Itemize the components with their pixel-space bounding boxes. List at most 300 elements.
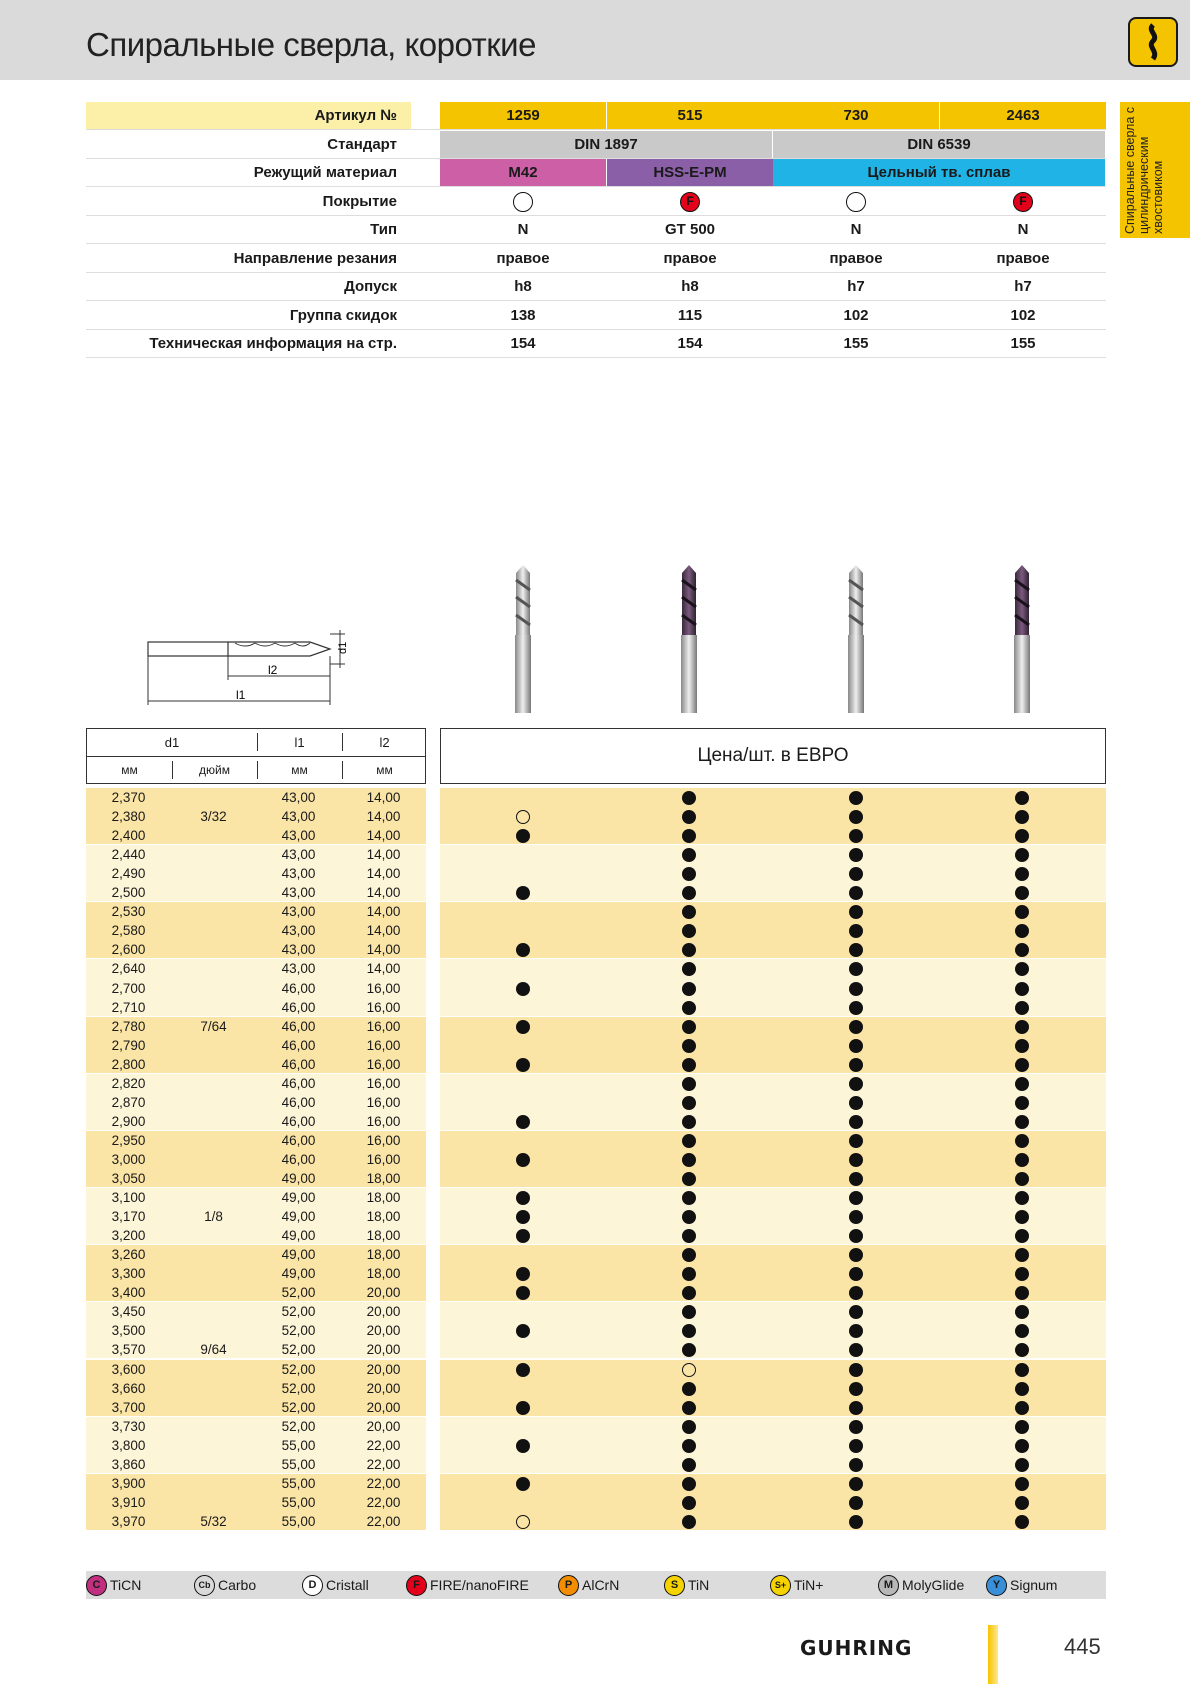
in-stock-dot-icon[interactable]	[682, 1077, 696, 1091]
l2-mm: 14,00	[366, 809, 401, 825]
in-stock-dot-icon[interactable]	[516, 1286, 530, 1300]
in-stock-dot-icon[interactable]	[849, 1115, 863, 1129]
d1-mm: 3,860	[111, 1456, 146, 1472]
header-l2: l2	[379, 735, 390, 750]
l2-mm: 20,00	[366, 1380, 401, 1396]
in-stock-dot-icon[interactable]	[849, 886, 863, 900]
in-stock-dot-icon[interactable]	[682, 1153, 696, 1167]
in-stock-dot-icon[interactable]	[1015, 867, 1029, 881]
d1-mm: 2,600	[111, 942, 146, 958]
coating-ticn-icon: C	[86, 1575, 107, 1596]
table-row	[86, 1017, 1106, 1036]
in-stock-dot-icon[interactable]	[1015, 1096, 1029, 1110]
in-stock-dot-icon[interactable]	[682, 1172, 696, 1186]
table-row	[86, 883, 1106, 902]
d1-inch: 1/8	[204, 1209, 223, 1225]
in-stock-dot-icon[interactable]	[1015, 1058, 1029, 1072]
l1-mm: 43,00	[281, 961, 316, 977]
in-stock-dot-icon[interactable]	[516, 1477, 530, 1491]
in-stock-dot-icon[interactable]	[1015, 943, 1029, 957]
in-stock-dot-icon[interactable]	[849, 1515, 863, 1529]
dimension-header	[86, 728, 426, 784]
in-stock-dot-icon[interactable]	[516, 1153, 530, 1167]
legend-label: MolyGlide	[902, 1577, 965, 1593]
drill-image-2463	[1011, 565, 1033, 715]
drill-logo-icon	[1128, 17, 1178, 67]
in-stock-dot-icon[interactable]	[682, 1477, 696, 1491]
in-stock-dot-icon[interactable]	[1015, 905, 1029, 919]
in-stock-dot-icon[interactable]	[516, 1058, 530, 1072]
d1-mm: 2,580	[111, 923, 146, 939]
d1-mm: 3,570	[111, 1342, 146, 1358]
in-stock-dot-icon[interactable]	[849, 1039, 863, 1053]
l1-mm: 49,00	[281, 1266, 316, 1282]
in-stock-dot-icon[interactable]	[849, 1001, 863, 1015]
l1-mm: 46,00	[281, 980, 316, 996]
in-stock-dot-icon[interactable]	[849, 810, 863, 824]
in-stock-dot-icon[interactable]	[1015, 1420, 1029, 1434]
diagram-label-l2: l2	[268, 663, 278, 677]
in-stock-dot-icon[interactable]	[682, 1039, 696, 1053]
l2-mm: 22,00	[366, 1437, 401, 1453]
on-request-dot-icon[interactable]	[682, 1363, 696, 1377]
table-row	[86, 1093, 1106, 1112]
spec-value: N	[517, 221, 529, 238]
in-stock-dot-icon[interactable]	[682, 1458, 696, 1472]
in-stock-dot-icon[interactable]	[849, 1458, 863, 1472]
table-row	[86, 1360, 1106, 1379]
in-stock-dot-icon[interactable]	[1015, 848, 1029, 862]
l1-mm: 55,00	[281, 1494, 316, 1510]
section-tab-label: Спиральные сверла с цилиндрическим хвостовиком	[1123, 107, 1165, 234]
in-stock-dot-icon[interactable]	[849, 1382, 863, 1396]
d1-inch: 5/32	[200, 1513, 227, 1529]
in-stock-dot-icon[interactable]	[849, 1305, 863, 1319]
in-stock-dot-icon[interactable]	[682, 1286, 696, 1300]
spec-value: 102	[1010, 306, 1036, 324]
d1-mm: 3,660	[111, 1380, 146, 1396]
in-stock-dot-icon[interactable]	[849, 1267, 863, 1281]
spec-label: Допуск	[344, 278, 397, 295]
l1-mm: 52,00	[281, 1361, 316, 1377]
spec-label: Стандарт	[327, 135, 397, 153]
in-stock-dot-icon[interactable]	[1015, 1191, 1029, 1205]
article-number: 1259	[440, 102, 606, 129]
page-number: 445	[1064, 1634, 1101, 1659]
in-stock-dot-icon[interactable]	[1015, 1286, 1029, 1300]
coating-firenanofire-icon: F	[406, 1575, 427, 1596]
spec-value: правое	[829, 249, 883, 267]
in-stock-dot-icon[interactable]	[849, 1286, 863, 1300]
in-stock-dot-icon[interactable]	[1015, 1077, 1029, 1091]
in-stock-dot-icon[interactable]	[1015, 1229, 1029, 1243]
spec-value: 154	[677, 335, 703, 352]
diagram-label-l1: l1	[236, 688, 246, 702]
in-stock-dot-icon[interactable]	[1015, 1001, 1029, 1015]
d1-mm: 2,500	[111, 885, 146, 901]
in-stock-dot-icon[interactable]	[1015, 1458, 1029, 1472]
l2-mm: 22,00	[366, 1456, 401, 1472]
drill-dimension-diagram	[140, 620, 370, 715]
in-stock-dot-icon[interactable]	[682, 1439, 696, 1453]
d1-mm: 2,900	[111, 1113, 146, 1129]
l1-mm: 43,00	[281, 885, 316, 901]
l2-mm: 14,00	[366, 961, 401, 977]
in-stock-dot-icon[interactable]	[682, 1210, 696, 1224]
uncoated-icon	[846, 192, 866, 212]
table-row	[86, 1321, 1106, 1340]
table-row	[86, 1074, 1106, 1093]
in-stock-dot-icon[interactable]	[1015, 1382, 1029, 1396]
in-stock-dot-icon[interactable]	[849, 1020, 863, 1034]
in-stock-dot-icon[interactable]	[1015, 1248, 1029, 1262]
in-stock-dot-icon[interactable]	[682, 1420, 696, 1434]
in-stock-dot-icon[interactable]	[682, 943, 696, 957]
in-stock-dot-icon[interactable]	[682, 867, 696, 881]
in-stock-dot-icon[interactable]	[849, 1496, 863, 1510]
table-row	[86, 1283, 1106, 1302]
table-row	[86, 921, 1106, 940]
in-stock-dot-icon[interactable]	[682, 1001, 696, 1015]
legend-label: Signum	[1010, 1577, 1058, 1593]
d1-mm: 2,820	[111, 1075, 146, 1091]
table-row	[86, 1340, 1106, 1359]
in-stock-dot-icon[interactable]	[516, 1115, 530, 1129]
d1-mm: 2,780	[111, 1018, 146, 1034]
coating-cell	[607, 188, 773, 215]
in-stock-dot-icon[interactable]	[516, 1229, 530, 1243]
l2-mm: 14,00	[366, 828, 401, 844]
coating-signum-icon: Y	[986, 1575, 1007, 1596]
legend-item	[194, 1574, 256, 1596]
l1-mm: 52,00	[281, 1323, 316, 1339]
in-stock-dot-icon[interactable]	[516, 1020, 530, 1034]
in-stock-dot-icon[interactable]	[1015, 1401, 1029, 1415]
uncoated-icon	[513, 192, 533, 212]
spec-label: Техническая информация на стр.	[149, 335, 397, 352]
in-stock-dot-icon[interactable]	[516, 943, 530, 957]
in-stock-dot-icon[interactable]	[682, 1115, 696, 1129]
page-title: Спиральные сверла, короткие	[86, 26, 536, 63]
in-stock-dot-icon[interactable]	[849, 791, 863, 805]
in-stock-dot-icon[interactable]	[682, 1020, 696, 1034]
in-stock-dot-icon[interactable]	[682, 1305, 696, 1319]
in-stock-dot-icon[interactable]	[849, 924, 863, 938]
on-request-dot-icon[interactable]	[516, 810, 530, 824]
d1-mm: 3,600	[111, 1361, 146, 1377]
material-hss: HSS-E-PM	[607, 159, 773, 186]
d1-mm: 2,950	[111, 1132, 146, 1148]
l2-mm: 14,00	[366, 847, 401, 863]
material-m42: M42	[440, 159, 606, 186]
in-stock-dot-icon[interactable]	[849, 1343, 863, 1357]
l1-mm: 43,00	[281, 809, 316, 825]
d1-mm: 3,700	[111, 1399, 146, 1415]
in-stock-dot-icon[interactable]	[849, 1248, 863, 1262]
in-stock-dot-icon[interactable]	[849, 1096, 863, 1110]
spec-row	[86, 302, 1106, 330]
spec-label: Артикул №	[86, 102, 411, 129]
in-stock-dot-icon[interactable]	[682, 1382, 696, 1396]
d1-mm: 3,500	[111, 1323, 146, 1339]
in-stock-dot-icon[interactable]	[516, 1210, 530, 1224]
l2-mm: 16,00	[366, 1075, 401, 1091]
in-stock-dot-icon[interactable]	[849, 1324, 863, 1338]
spec-row	[86, 131, 1106, 159]
in-stock-dot-icon[interactable]	[1015, 1039, 1029, 1053]
d1-mm: 3,730	[111, 1418, 146, 1434]
in-stock-dot-icon[interactable]	[516, 1267, 530, 1281]
in-stock-dot-icon[interactable]	[682, 1401, 696, 1415]
in-stock-dot-icon[interactable]	[849, 829, 863, 843]
l2-mm: 14,00	[366, 942, 401, 958]
l2-mm: 18,00	[366, 1228, 401, 1244]
l2-mm: 16,00	[366, 999, 401, 1015]
in-stock-dot-icon[interactable]	[1015, 791, 1029, 805]
in-stock-dot-icon[interactable]	[849, 1229, 863, 1243]
l2-mm: 20,00	[366, 1304, 401, 1320]
spec-row	[86, 159, 1106, 187]
l2-mm: 16,00	[366, 1132, 401, 1148]
in-stock-dot-icon[interactable]	[682, 1191, 696, 1205]
table-row	[86, 1150, 1106, 1169]
drill-image-1259	[512, 565, 534, 715]
in-stock-dot-icon[interactable]	[1015, 1267, 1029, 1281]
l1-mm: 43,00	[281, 828, 316, 844]
table-row	[86, 1226, 1106, 1245]
in-stock-dot-icon[interactable]	[682, 1058, 696, 1072]
in-stock-dot-icon[interactable]	[1015, 829, 1029, 843]
in-stock-dot-icon[interactable]	[682, 886, 696, 900]
legend-label: AlCrN	[582, 1577, 620, 1593]
in-stock-dot-icon[interactable]	[682, 848, 696, 862]
d1-mm: 2,700	[111, 980, 146, 996]
table-row	[86, 1302, 1106, 1321]
in-stock-dot-icon[interactable]	[682, 1134, 696, 1148]
spec-label: Тип	[370, 221, 397, 238]
in-stock-dot-icon[interactable]	[682, 982, 696, 996]
in-stock-dot-icon[interactable]	[849, 1191, 863, 1205]
in-stock-dot-icon[interactable]	[516, 1363, 530, 1377]
spec-row	[86, 245, 1106, 273]
in-stock-dot-icon[interactable]	[1015, 1134, 1029, 1148]
coating-carbo-icon: Cb	[194, 1575, 215, 1596]
in-stock-dot-icon[interactable]	[516, 886, 530, 900]
on-request-dot-icon[interactable]	[516, 1515, 530, 1529]
l1-mm: 55,00	[281, 1475, 316, 1491]
d1-mm: 2,400	[111, 828, 146, 844]
l2-mm: 18,00	[366, 1247, 401, 1263]
d1-mm: 3,400	[111, 1285, 146, 1301]
coating-tin-icon: S	[664, 1575, 685, 1596]
in-stock-dot-icon[interactable]	[1015, 1153, 1029, 1167]
l1-mm: 46,00	[281, 1094, 316, 1110]
in-stock-dot-icon[interactable]	[516, 829, 530, 843]
table-row	[86, 845, 1106, 864]
in-stock-dot-icon[interactable]	[516, 982, 530, 996]
d1-mm: 2,710	[111, 999, 146, 1015]
spec-value: 115	[677, 306, 703, 324]
in-stock-dot-icon[interactable]	[1015, 1172, 1029, 1186]
in-stock-dot-icon[interactable]	[849, 962, 863, 976]
in-stock-dot-icon[interactable]	[849, 943, 863, 957]
in-stock-dot-icon[interactable]	[849, 848, 863, 862]
table-row	[86, 940, 1106, 959]
in-stock-dot-icon[interactable]	[682, 1515, 696, 1529]
d1-mm: 2,380	[111, 809, 146, 825]
table-row	[86, 1436, 1106, 1455]
table-row	[86, 1036, 1106, 1055]
d1-mm: 2,640	[111, 961, 146, 977]
l1-mm: 52,00	[281, 1399, 316, 1415]
in-stock-dot-icon[interactable]	[516, 1439, 530, 1453]
material-carbide: Цельный тв. сплав	[773, 159, 1105, 186]
in-stock-dot-icon[interactable]	[849, 982, 863, 996]
in-stock-dot-icon[interactable]	[1015, 962, 1029, 976]
in-stock-dot-icon[interactable]	[1015, 1020, 1029, 1034]
in-stock-dot-icon[interactable]	[682, 924, 696, 938]
in-stock-dot-icon[interactable]	[849, 1420, 863, 1434]
fire-coating-icon: F	[1013, 192, 1033, 212]
l2-mm: 20,00	[366, 1285, 401, 1301]
spec-row	[86, 216, 1106, 244]
in-stock-dot-icon[interactable]	[1015, 886, 1029, 900]
spec-value: h8	[681, 278, 699, 295]
header-d1: d1	[164, 735, 180, 750]
in-stock-dot-icon[interactable]	[1015, 924, 1029, 938]
d1-mm: 3,100	[111, 1190, 146, 1206]
l2-mm: 20,00	[366, 1399, 401, 1415]
l1-mm: 43,00	[281, 942, 316, 958]
in-stock-dot-icon[interactable]	[849, 1172, 863, 1186]
header-d1-mm: мм	[121, 763, 138, 777]
table-row	[86, 979, 1106, 998]
l1-mm: 46,00	[281, 1056, 316, 1072]
in-stock-dot-icon[interactable]	[682, 1324, 696, 1338]
header-l2-mm: мм	[376, 763, 393, 777]
in-stock-dot-icon[interactable]	[516, 1324, 530, 1338]
in-stock-dot-icon[interactable]	[682, 810, 696, 824]
spec-label: Направление резания	[233, 249, 397, 267]
header-divider	[87, 756, 425, 757]
header-l1: l1	[294, 735, 305, 750]
in-stock-dot-icon[interactable]	[849, 1439, 863, 1453]
in-stock-dot-icon[interactable]	[682, 1229, 696, 1243]
coating-alcrn-icon: P	[558, 1575, 579, 1596]
fire-coating-icon: F	[680, 192, 700, 212]
in-stock-dot-icon[interactable]	[682, 829, 696, 843]
l1-mm: 46,00	[281, 1037, 316, 1053]
in-stock-dot-icon[interactable]	[682, 905, 696, 919]
l2-mm: 18,00	[366, 1190, 401, 1206]
in-stock-dot-icon[interactable]	[849, 1363, 863, 1377]
coating-molyglide-icon: M	[878, 1575, 899, 1596]
d1-mm: 3,050	[111, 1171, 146, 1186]
table-row	[86, 807, 1106, 826]
in-stock-dot-icon[interactable]	[849, 1210, 863, 1224]
l2-mm: 22,00	[366, 1494, 401, 1510]
spec-value: 155	[1010, 335, 1036, 352]
table-row	[86, 1245, 1106, 1264]
table-row	[86, 1264, 1106, 1283]
legend-label: FIRE/nanoFIRE	[430, 1577, 529, 1593]
article-number: 515	[607, 102, 773, 129]
in-stock-dot-icon[interactable]	[682, 1496, 696, 1510]
l2-mm: 22,00	[366, 1513, 401, 1529]
in-stock-dot-icon[interactable]	[849, 1477, 863, 1491]
in-stock-dot-icon[interactable]	[1015, 1210, 1029, 1224]
in-stock-dot-icon[interactable]	[1015, 1343, 1029, 1357]
in-stock-dot-icon[interactable]	[516, 1401, 530, 1415]
in-stock-dot-icon[interactable]	[849, 1058, 863, 1072]
in-stock-dot-icon[interactable]	[849, 1401, 863, 1415]
in-stock-dot-icon[interactable]	[682, 791, 696, 805]
in-stock-dot-icon[interactable]	[849, 867, 863, 881]
spec-row	[86, 330, 1106, 358]
d1-mm: 3,170	[111, 1209, 146, 1225]
legend-item	[986, 1574, 1057, 1596]
spec-value: h7	[1014, 278, 1032, 295]
d1-mm: 2,490	[111, 866, 146, 882]
d1-mm: 2,530	[111, 904, 146, 920]
in-stock-dot-icon[interactable]	[1015, 1477, 1029, 1491]
drill-image-730	[845, 565, 867, 715]
spec-value: h8	[514, 278, 532, 295]
in-stock-dot-icon[interactable]	[1015, 810, 1029, 824]
table-row	[86, 1474, 1106, 1493]
header-d1-inch: дюйм	[199, 763, 230, 777]
table-row	[86, 998, 1106, 1017]
in-stock-dot-icon[interactable]	[682, 1248, 696, 1262]
in-stock-dot-icon[interactable]	[516, 1191, 530, 1205]
in-stock-dot-icon[interactable]	[1015, 1305, 1029, 1319]
l1-mm: 43,00	[281, 923, 316, 939]
in-stock-dot-icon[interactable]	[682, 1096, 696, 1110]
in-stock-dot-icon[interactable]	[1015, 1496, 1029, 1510]
in-stock-dot-icon[interactable]	[849, 1153, 863, 1167]
l2-mm: 16,00	[366, 1037, 401, 1053]
table-row	[86, 864, 1106, 883]
spec-value: правое	[996, 249, 1050, 267]
l1-mm: 46,00	[281, 1151, 316, 1167]
l2-mm: 16,00	[366, 1018, 401, 1034]
spec-value: N	[1017, 221, 1029, 238]
l1-mm: 55,00	[281, 1456, 316, 1472]
table-row	[86, 826, 1106, 845]
in-stock-dot-icon[interactable]	[682, 1343, 696, 1357]
in-stock-dot-icon[interactable]	[849, 1134, 863, 1148]
legend-label: TiCN	[110, 1577, 142, 1593]
in-stock-dot-icon[interactable]	[682, 1267, 696, 1281]
d1-mm: 2,440	[111, 847, 146, 863]
in-stock-dot-icon[interactable]	[849, 1077, 863, 1091]
in-stock-dot-icon[interactable]	[682, 962, 696, 976]
l1-mm: 49,00	[281, 1209, 316, 1225]
table-row	[86, 1169, 1106, 1188]
in-stock-dot-icon[interactable]	[849, 905, 863, 919]
legend-item	[302, 1574, 369, 1596]
table-row	[86, 1379, 1106, 1398]
in-stock-dot-icon[interactable]	[1015, 1515, 1029, 1529]
in-stock-dot-icon[interactable]	[1015, 1363, 1029, 1377]
d1-mm: 2,870	[111, 1094, 146, 1110]
table-row	[86, 1207, 1106, 1226]
in-stock-dot-icon[interactable]	[1015, 1115, 1029, 1129]
in-stock-dot-icon[interactable]	[1015, 1324, 1029, 1338]
in-stock-dot-icon[interactable]	[1015, 1439, 1029, 1453]
l2-mm: 14,00	[366, 885, 401, 901]
in-stock-dot-icon[interactable]	[1015, 982, 1029, 996]
